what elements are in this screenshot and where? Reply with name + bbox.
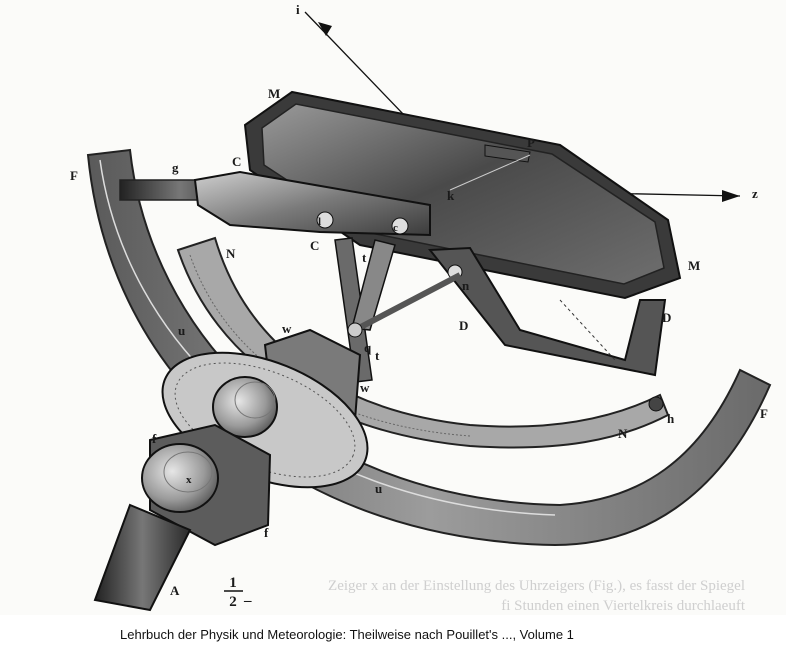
scale-denominator: 2: [229, 594, 237, 610]
label-A: A: [170, 583, 180, 598]
label-C-upper: C: [232, 154, 242, 169]
label-k: k: [447, 188, 455, 203]
incident-ray-arrow: [318, 22, 332, 36]
label-N-lower: N: [618, 426, 628, 441]
bleed-through-line-2: fi Stunden einen Viertelkreis durchlaeuft: [501, 598, 745, 614]
label-M-top: M: [268, 86, 281, 101]
scale-numerator: 1: [229, 575, 237, 591]
reflected-ray-arrow: [722, 190, 740, 202]
label-l: l: [318, 216, 322, 228]
label-D-right: D: [662, 310, 672, 325]
label-h: h: [667, 411, 675, 426]
label-u-upper: u: [178, 323, 186, 338]
label-n: n: [462, 278, 470, 293]
screw-h: [649, 397, 663, 411]
pivot-q: [348, 323, 362, 337]
knob-x: [142, 444, 218, 512]
label-f-lower: f: [264, 525, 269, 540]
label-z: z: [752, 186, 758, 201]
label-D-left: D: [459, 318, 469, 333]
label-F-right: F: [760, 406, 768, 421]
label-C-lower: C: [310, 238, 320, 253]
label-w-lower: w: [360, 380, 370, 395]
label-P: P: [527, 135, 535, 150]
label-M-right: M: [688, 258, 701, 273]
label-g: g: [172, 160, 179, 175]
label-t-upper: t: [362, 250, 367, 265]
label-f-upper: f: [152, 431, 157, 446]
label-x: x: [186, 474, 192, 486]
label-c: c: [393, 222, 398, 234]
figure-caption: Lehrbuch der Physik und Meteorologie: Theilweise nach Pouillet's ..., Volume 1: [120, 627, 574, 642]
label-N-upper: N: [226, 246, 236, 261]
label-t-lower: t: [375, 348, 380, 363]
label-w-upper: w: [282, 321, 292, 336]
bleed-through-line-1: Zeiger x an der Einstellung des Uhrzeigers (Fig.), es fasst der Spiegel: [328, 578, 745, 594]
scale-suffix: ‒: [244, 593, 252, 609]
label-u-lower: u: [375, 481, 383, 496]
label-i: i: [296, 2, 300, 17]
label-q: q: [364, 340, 372, 355]
label-F-left: F: [70, 168, 78, 183]
